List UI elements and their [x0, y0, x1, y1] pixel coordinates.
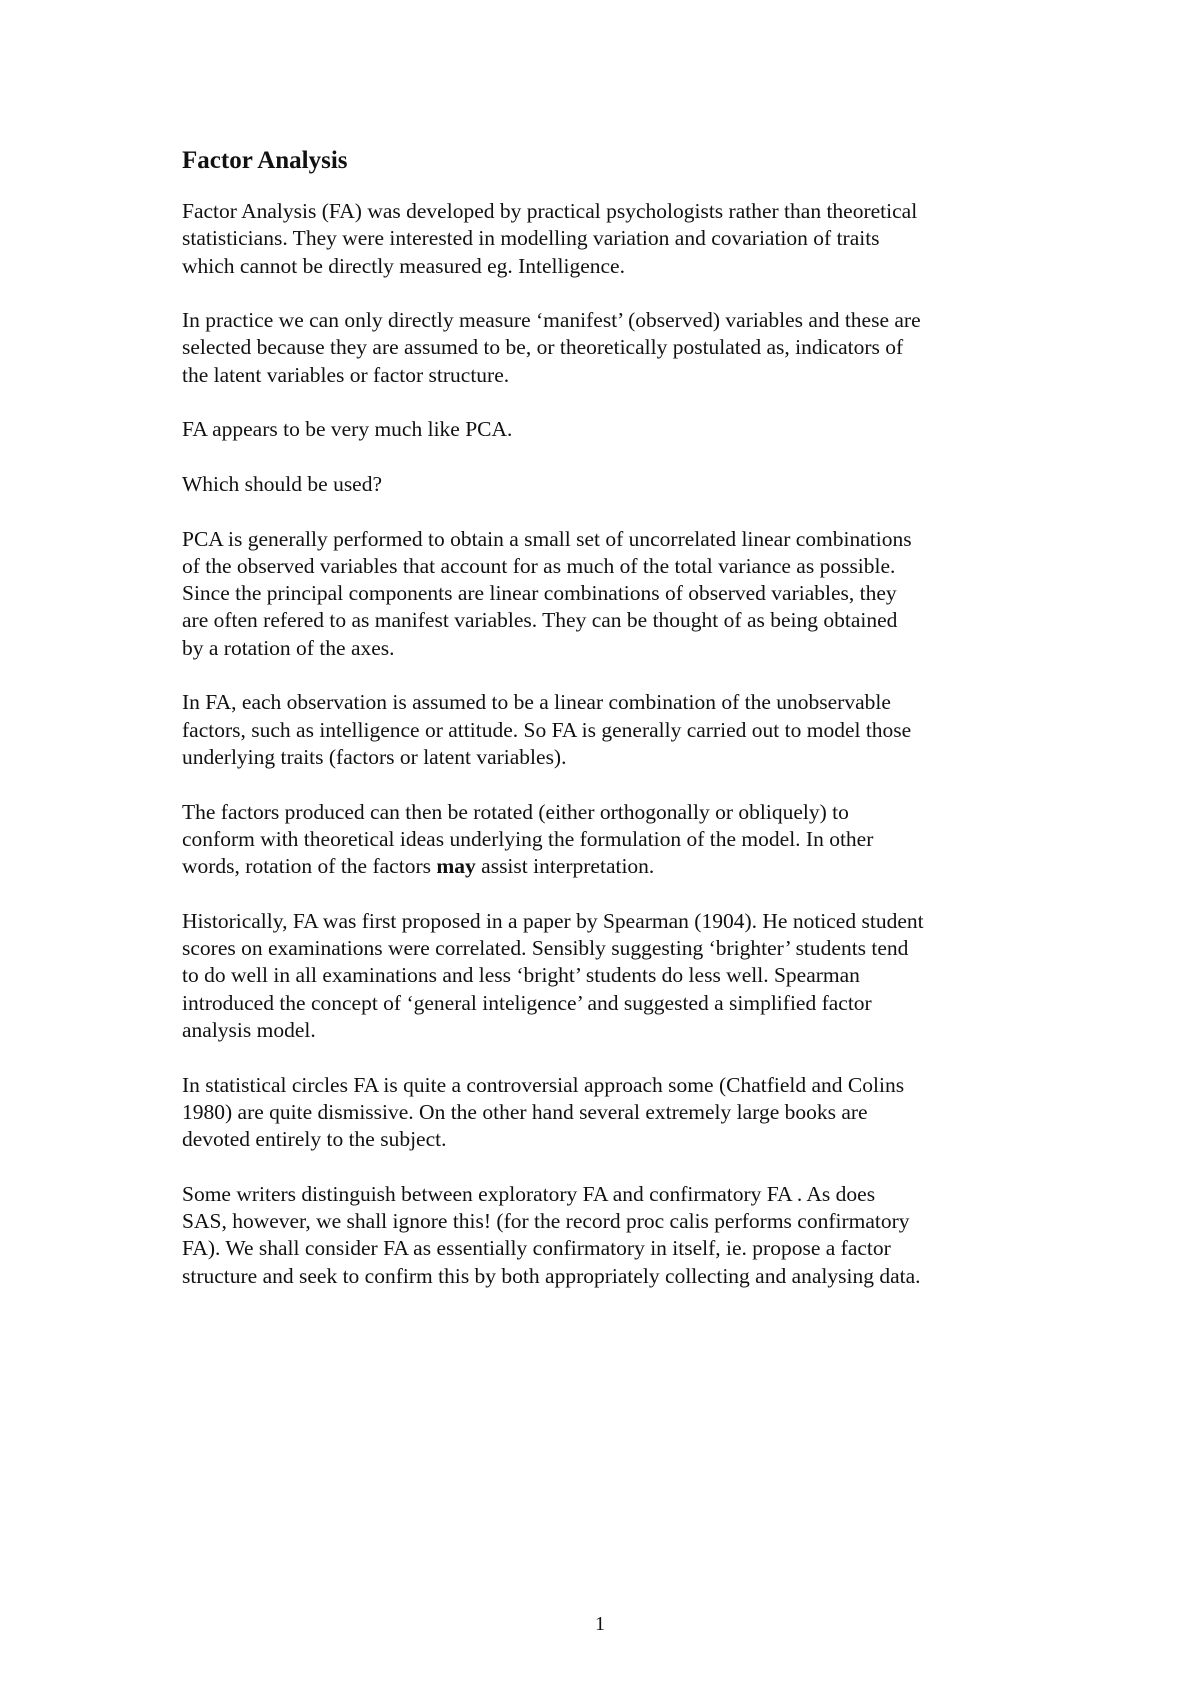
document-title: Factor Analysis [182, 147, 348, 174]
text-line: are often refered to as manifest variables. They can be thought of as being obtained [182, 608, 898, 633]
paragraph-rotation [182, 799, 1032, 881]
text-line: to do well in all examinations and less ‘bright’ students do less well. Spearman [182, 963, 860, 988]
text-line: which cannot be directly measured eg. Intelligence. [182, 253, 625, 278]
text-line: SAS, however, we shall ignore this! (for the record proc calis performs confirmatory [182, 1208, 910, 1233]
text-line: FA appears to be very much like PCA. [182, 417, 513, 442]
text-line: statisticians. They were interested in modelling variation and covariation of traits [182, 226, 880, 251]
text-line: The factors produced can then be rotated (either orthogonally or obliquely) to [182, 799, 849, 824]
text-line: In FA, each observation is assumed to be a linear combination of the unobservable [182, 690, 891, 715]
paragraph-manifest-variables [182, 307, 1032, 389]
paragraph-intro [182, 198, 1032, 280]
text-line: structure and seek to confirm this by both appropriately collecting and analysing data. [182, 1263, 921, 1288]
text-line: scores on examinations were correlated. Sensibly suggesting ‘brighter’ students tend [182, 936, 909, 961]
text-line: FA). We shall consider FA as essentially confirmatory in itself, ie. propose a factor [182, 1236, 891, 1261]
text-line: Some writers distinguish between exploratory FA and confirmatory FA . As does [182, 1181, 876, 1206]
text-line: PCA is generally performed to obtain a small set of uncorrelated linear combinations [182, 526, 912, 551]
paragraph-controversy [182, 1072, 1032, 1154]
text-line: Historically, FA was first proposed in a paper by Spearman (1904). He noticed student [182, 908, 924, 933]
text-line [182, 853, 1032, 880]
emphasis-may: may [436, 854, 476, 879]
text-line: devoted entirely to the subject. [182, 1127, 447, 1152]
paragraph-pca [182, 526, 1032, 662]
page-number: 1 [595, 1613, 605, 1635]
paragraph-fa-observation [182, 689, 1032, 771]
text-segment: words, rotation of the factors [182, 854, 437, 879]
text-line: analysis model. [182, 1017, 316, 1042]
paragraph-fa-like-pca [182, 416, 1032, 443]
text-line: Which should be used? [182, 471, 383, 496]
text-line: factors, such as intelligence or attitude. So FA is generally carried out to model those [182, 717, 912, 742]
text-line: 1980) are quite dismissive. On the other hand several extremely large books are [182, 1099, 868, 1124]
text-line: Factor Analysis (FA) was developed by practical psychologists rather than theoretical [182, 199, 918, 223]
text-line: In statistical circles FA is quite a controversial approach some (Chatfield and Colins [182, 1072, 905, 1097]
text-line: of the observed variables that account for as much of the total variance as possible. [182, 553, 896, 578]
document-body [182, 146, 1032, 1317]
text-line: Since the principal components are linear combinations of observed variables, they [182, 581, 897, 606]
text-line: the latent variables or factor structure. [182, 362, 510, 387]
text-line: selected because they are assumed to be, or theoretically postulated as, indicators of [182, 335, 904, 360]
text-line: introduced the concept of ‘general inteligence’ and suggested a simplified factor [182, 990, 872, 1015]
text-line: underlying traits (factors or latent variables). [182, 744, 567, 769]
paragraph-which-used [182, 471, 1032, 498]
text-line: by a rotation of the axes. [182, 635, 395, 660]
text-line: conform with theoretical ideas underlying the formulation of the model. In other [182, 826, 874, 851]
text-segment: assist interpretation. [475, 854, 655, 879]
paragraph-exploratory-confirmatory [182, 1181, 1032, 1290]
text-line: In practice we can only directly measure ‘manifest’ (observed) variables and these are [182, 308, 921, 333]
paragraph-history [182, 908, 1032, 1044]
